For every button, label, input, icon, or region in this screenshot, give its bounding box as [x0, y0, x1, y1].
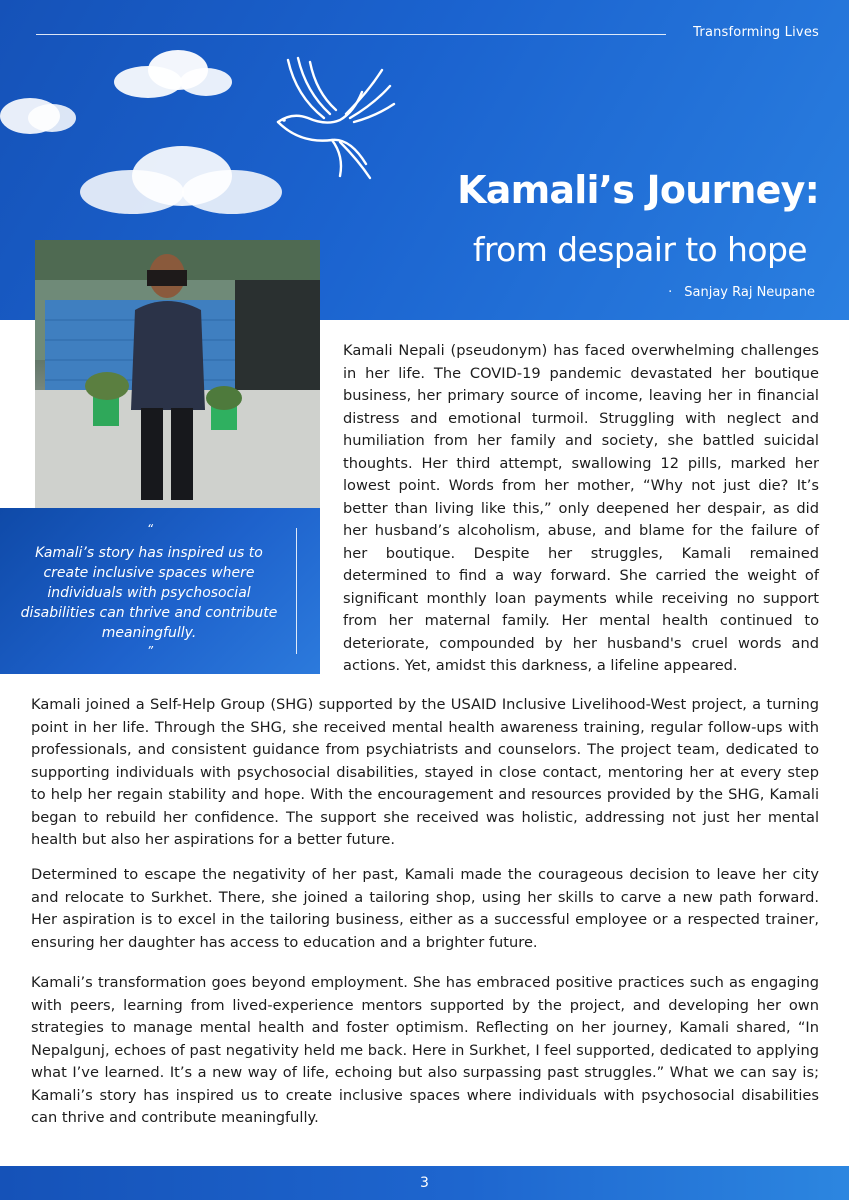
- portrait-photo: [35, 240, 320, 508]
- section-label: Transforming Lives: [693, 25, 819, 40]
- author-name: Sanjay Raj Neupane: [684, 285, 815, 300]
- page-subtitle: from despair to hope: [472, 230, 807, 269]
- page-title: Kamali’s Journey:: [457, 168, 819, 212]
- quote-close-mark: ”: [146, 644, 154, 658]
- cloud-icon: [72, 136, 292, 226]
- footer-bar: [0, 1166, 849, 1200]
- paragraph-3: Determined to escape the negativity of her past, Kamali made the courageous decision to leave her city and relocate to Surkhet. There, she joined a tailoring shop, using her skills to carve a new path forward. Her aspiration is to excel in the tailoring business, either as a successful employee or a respected trainer, ensuring her daughter has access to education and a brighter future.: [31, 866, 819, 951]
- quote-text: Kamali’s story has inspired us to create inclusive spaces where individuals with psychosocial disabilities can thrive and contribute meaningfully.: [20, 545, 278, 641]
- pull-quote: [0, 508, 320, 674]
- dove-icon: [270, 52, 400, 182]
- page-number: 3: [420, 1175, 429, 1191]
- paragraph-4: Kamali’s transformation goes beyond employment. She has embraced positive practices such as engaging with peers, learning from lived-experience mentors supported by the project, and developing her own strategies to manage mental health and foster optimism. Reflecting on her journey, Kamali shared, “In Nepalgunj, echoes of past negativity held me back. Here in Surkhet, I feel supported, dedicated to applying what I’ve learned. It’s a new way of life, echoing but also surpassing past struggles.” What we can say is; Kamali’s story has inspired us to create inclusive spaces where individuals with psychosocial disabilities can thrive and contribute meaningfully.: [31, 974, 819, 1126]
- paragraph-1: Kamali Nepali (pseudonym) has faced overwhelming challenges in her life. The COVID-19 pandemic devastated her boutique business, her primary source of income, leaving her in financial distress and emotional turmoil. Struggling with neglect and humiliation from her family and society, she battled suicidal thoughts. Her third attempt, swallowing 12 pills, marked her lowest point. Words from her mother, “Why not just die? It’s better than living like this,” only deepened her despair, as did her husband’s alcoholism, abuse, and blame for the failure of her boutique. Despite her struggles, Kamali remained determined to find a way forward. She carried the weight of significant monthly loan payments while receiving no support from her maternal family. Her mental health continued to deteriorate, compounded by her husband's cruel words and actions. Yet, amidst this darkness, a lifeline appeared.: [343, 342, 819, 674]
- header-rule: [36, 34, 666, 35]
- cloud-icon: [0, 88, 80, 140]
- portrait-illustration: [35, 240, 320, 508]
- quote-divider: [296, 528, 297, 654]
- byline: [668, 285, 815, 300]
- cloud-icon: [108, 44, 238, 104]
- paragraph-2: Kamali joined a Self-Help Group (SHG) supported by the USAID Inclusive Livelihood-West project, a turning point in her life. Through the SHG, she received mental health awareness training, regular follow-ups with professionals, and consistent guidance from psychiatrists and counselors. The project team, dedicated to supporting individuals with psychosocial disabilities, stayed in close contact, mentoring her at every step to help her regain stability and hope. With the encouragement and resources provided by the SHG, Kamali began to rebuild her confidence. The support she received was holistic, addressing not just her mental health but also her aspirations for a better future.: [31, 696, 819, 848]
- quote-open-mark: “: [146, 522, 154, 536]
- byline-bullet: ·: [668, 285, 673, 300]
